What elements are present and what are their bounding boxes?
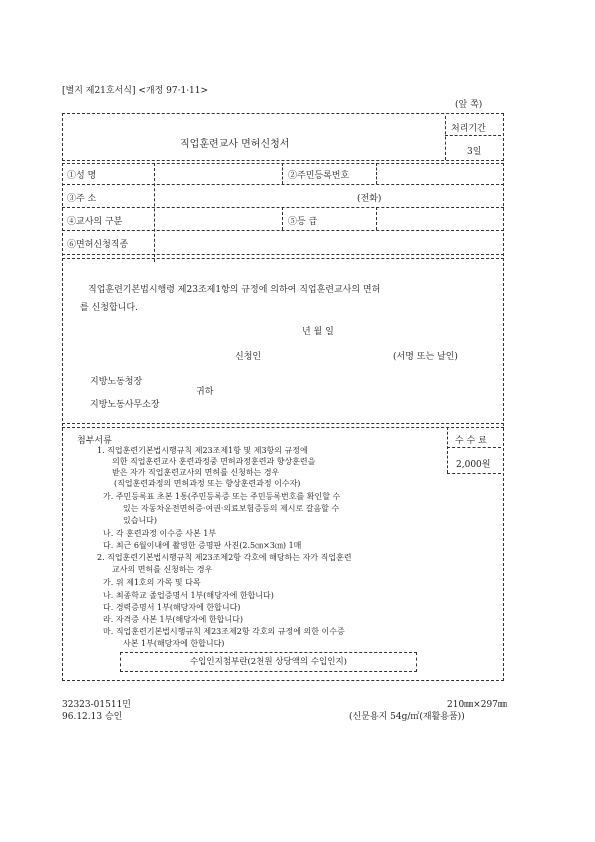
attachment-line: (직업훈련과정의 면허과정 또는 향상훈련과정 이수자) (114, 479, 301, 488)
column-divider (376, 207, 377, 230)
fee-split (447, 447, 501, 448)
occupation-label: ⑥면허신청직종 (67, 240, 129, 250)
row-divider (62, 230, 504, 231)
attachment-line: 의한 직업훈련교사 훈련과정중 면허과정훈련과 향상훈련을 (112, 457, 316, 466)
applicant-label: 신청인 (235, 352, 262, 362)
page-side-label: (앞 쪽) (455, 100, 483, 110)
row-divider (62, 207, 504, 208)
rrn-label: ②주민등록번호 (288, 171, 350, 181)
phone-label: (전화) (357, 194, 382, 204)
paper-size: 210㎜×297㎜ (447, 700, 507, 710)
attachment-line: 다. 경력증명서 1부(해당자에 한합니다) (103, 603, 241, 612)
approval-date: 96.12.13 승인 (62, 712, 123, 722)
attachment-line: 받은 자가 직업훈련교사의 면허를 신청하는 경우 (112, 468, 280, 477)
form-code: 32323-01511민 (62, 700, 131, 710)
form-title: 직업훈련교사 면허신청서 (180, 139, 290, 150)
signature-label: (서명 또는 날인) (393, 352, 458, 362)
row-divider (62, 258, 504, 259)
processing-divider (445, 116, 446, 160)
attachment-line: 가. 위 제1호의 가목 및 다목 (103, 578, 201, 587)
column-divider (282, 207, 283, 230)
attachment-line: 2. 직업훈련기본법시행규칙 제23조제2항 각호에 해당하는 자가 직업훈련 (97, 553, 352, 562)
column-divider (282, 163, 283, 184)
attachment-line: 라. 자격증 사본 1부(해당자에 한합니다) (103, 615, 243, 624)
paper-spec: (신문용지 54g/㎡(재활용품)) (349, 712, 465, 722)
fee-label: 수 수 료 (455, 436, 487, 446)
fee-divider (447, 427, 448, 473)
fee-bottom (447, 473, 501, 474)
attachment-line: 나. 최종학교 졸업증명서 1부(해당자에 한합니다) (103, 591, 274, 600)
processing-value: 3일 (467, 147, 482, 157)
row-divider (62, 163, 504, 164)
attachment-line: 마. 직업훈련기본법시행규칙 제23조제2항 각호의 규정에 의한 이수증 (103, 627, 345, 636)
attachment-line: 교사의 면허를 신청하는 경우 (112, 565, 213, 574)
processing-split (445, 135, 501, 136)
attachment-line: 나. 각 훈련과정 이수증 사본 1부 (103, 529, 217, 538)
row-divider (62, 184, 504, 185)
statement-line-1: 직업훈련기본법시행령 제23조제1항의 규정에 의하여 직업훈련교사의 면허 (88, 285, 381, 295)
addressee-district-office: 지방노동사무소장 (90, 400, 160, 410)
label-column-divider (154, 163, 155, 262)
attachment-line: 있는 자동차운전면허증·여권·의료보험증등의 제시로 갈음할 수 (123, 504, 340, 513)
column-divider (376, 163, 377, 184)
processing-label: 처리기간 (451, 124, 486, 134)
attachments-heading: 첨부서류 (77, 436, 112, 446)
attachment-line: 있습니다) (123, 516, 158, 525)
row-divider (62, 423, 504, 424)
row-divider (62, 160, 504, 161)
form-reference: [별지 제21호서식] <개정 97·1·11> (62, 86, 209, 96)
attachment-line: 사본 1부(해당자에 한합니다) (123, 639, 225, 648)
honorific-label: 귀하 (196, 387, 214, 397)
fee-value: 2,000원 (456, 460, 491, 470)
name-label: ①성 명 (67, 171, 97, 181)
teacher-class-label: ④교사의 구분 (67, 217, 123, 227)
date-line: 년 월 일 (302, 327, 334, 337)
row-divider (62, 427, 504, 428)
revenue-stamp-box (120, 652, 417, 672)
grade-label: ⑤등 급 (288, 217, 318, 227)
address-label: ③주 소 (67, 194, 97, 204)
attachment-line: 가. 주민등록표 초본 1통(주민등록증 또는 주민등록번호를 확인할 수 (103, 492, 341, 501)
revenue-stamp-label: 수입인지첨부란(2천원 상당액의 수입인지) (189, 657, 348, 667)
statement-line-2: 를 신청합니다. (80, 303, 138, 313)
attachment-line: 1. 직업훈련기본법시행규칙 제23조제1항 및 제3항의 규정에 (97, 446, 308, 455)
addressee-regional-office: 지방노동청장 (90, 377, 143, 387)
attachment-line: 다. 최근 6월이내에 촬영한 증명판 사진(2.5㎝×3㎝) 1매 (103, 541, 302, 550)
row-divider (62, 254, 504, 255)
